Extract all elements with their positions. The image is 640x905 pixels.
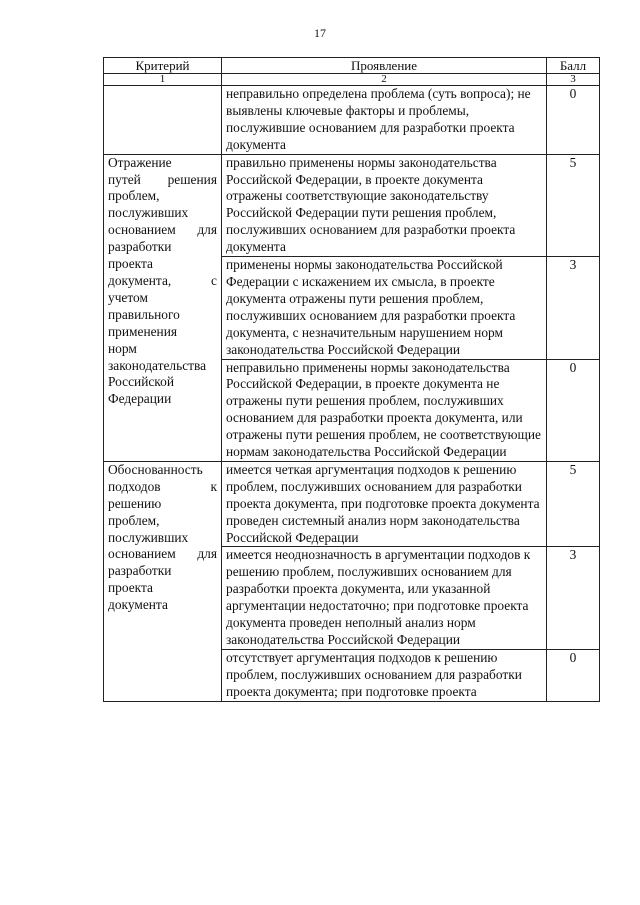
col-number-2: 2: [222, 74, 547, 86]
criterion-line: норм: [108, 340, 137, 356]
criterion-line: применения: [108, 323, 178, 339]
criterion-line: учетом: [108, 289, 148, 305]
criterion-line: послуживших: [108, 205, 189, 221]
criterion-line: Обоснованность: [108, 461, 203, 477]
manifestation-cell: правильно применены нормы законодательства Российской Федерации, в проекте документа отражены соответствующие законодательству Российской Федерации пути решения проблем, послуживших основанием для разработки проекта документа: [222, 154, 547, 256]
page-number: 17: [314, 26, 326, 40]
criterion-line: основанием для: [108, 546, 217, 562]
table-header-row: [104, 58, 600, 74]
score-cell: 0: [547, 649, 600, 701]
criterion-line: проблем,: [108, 188, 160, 204]
manifestation-cell: отсутствует аргументация подходов к решению проблем, послуживших основанием для разработки проекта документа; при подготовке проекта: [222, 649, 547, 701]
criterion-line: решению: [108, 495, 162, 511]
criterion-line: проекта: [108, 580, 153, 596]
col-number-3: 3: [547, 74, 600, 86]
criterion-line: Российской: [108, 374, 174, 390]
criterion-line: Федерации: [108, 391, 172, 407]
criteria-table: [103, 57, 600, 702]
criterion-line: подходов к: [108, 478, 217, 494]
criterion-line: проблем,: [108, 512, 160, 528]
criterion-line: Отражение: [108, 154, 172, 170]
score-cell: 3: [547, 547, 600, 649]
criterion-line: основанием для: [108, 222, 217, 238]
column-number-row: [104, 74, 600, 86]
manifestation-cell: применены нормы законодательства Российской Федерации с искажением их смысла, в проекте документа отражены пути решения проблем, послуживших основанием для разработки проекта документа, с незначительным нарушением норм законодательства Российской Федерации: [222, 257, 547, 359]
criterion-line: проекта: [108, 256, 153, 272]
manifestation-cell: имеется четкая аргументация подходов к решению проблем, послуживших основанием для разработки проекта документа, при подготовке проекта документа проведен системный анализ норм законодательства Российской Федерации: [222, 461, 547, 547]
criterion-line: разработки: [108, 239, 172, 255]
criterion-line: послуживших: [108, 529, 189, 545]
table-row: [104, 461, 600, 547]
criterion-line: законодательства: [108, 357, 207, 373]
score-cell: 5: [547, 461, 600, 547]
criterion-text: [108, 462, 217, 614]
criterion-line: документа, с: [108, 272, 217, 288]
score-cell: 0: [547, 86, 600, 155]
header-score: Балл: [547, 58, 600, 74]
criterion-line: разработки: [108, 563, 172, 579]
score-cell: 3: [547, 257, 600, 359]
manifestation-cell: неправильно определена проблема (суть вопроса); не выявлены ключевые факторы и проблемы, послужившие основанием для разработки проекта документа: [222, 86, 547, 155]
score-cell: 5: [547, 154, 600, 256]
score-cell: 0: [547, 359, 600, 461]
criterion-line: правильного: [108, 306, 180, 322]
col-number-1: 1: [104, 74, 222, 86]
table-row: [104, 154, 600, 256]
criterion-cell-empty: [104, 86, 222, 155]
criterion-cell: [104, 154, 222, 461]
table-row: [104, 86, 600, 155]
manifestation-cell: неправильно применены нормы законодательства Российской Федерации, в проекте документа не отражены пути решения проблем, послуживших основанием для разработки проекта документа, или отражены пути решения проблем, не соответствующие нормам законодательства Российской Федерации: [222, 359, 547, 461]
criterion-text: [108, 155, 217, 409]
criterion-cell: [104, 461, 222, 701]
criterion-line: документа: [108, 597, 168, 613]
criterion-line: путей решения: [108, 171, 217, 187]
header-manifestation: Проявление: [222, 58, 547, 74]
header-criterion: Критерий: [104, 58, 222, 74]
manifestation-cell: имеется неоднозначность в аргументации подходов к решению проблем, послуживших основанием для разработки проекта документа, или указанной аргументации недостаточно; при подготовке проекта документа проведен неполный анализ норм законодательства Российской Федерации: [222, 547, 547, 649]
